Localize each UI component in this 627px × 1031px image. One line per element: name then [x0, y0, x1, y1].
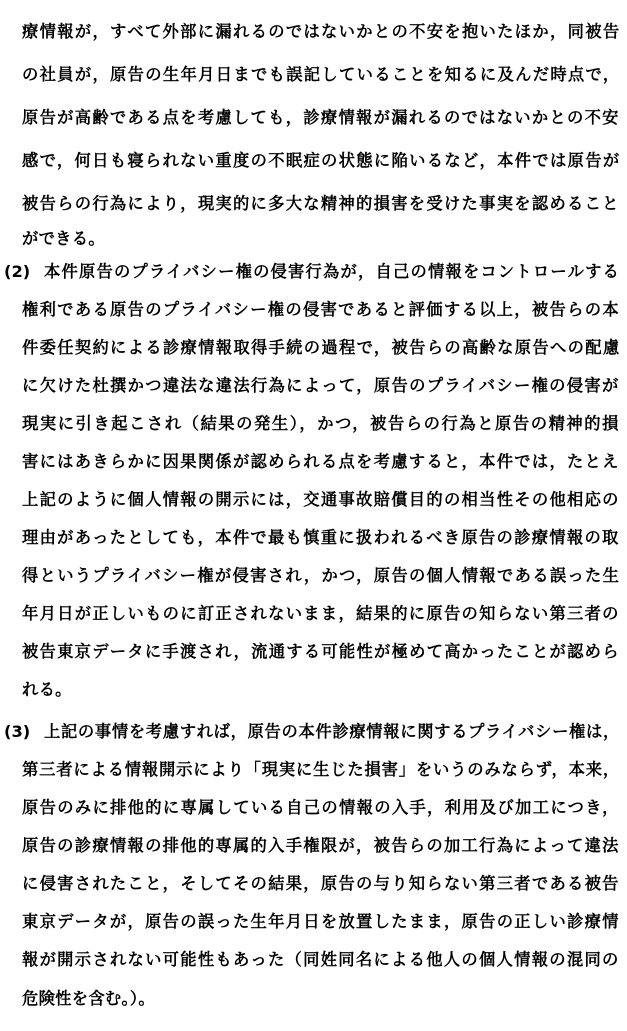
text-line: 感で，何日も寝られない重度の不眠症の状態に陥いるなど，本件では原告が: [22, 151, 621, 170]
text-line: に欠けた杜撰かつ違法な違法行為によって，原告のプライバシー権の侵害が: [22, 376, 620, 395]
text-line: 本件原告のプライバシー権の侵害行為が，自己の情報をコントロールする: [44, 262, 621, 281]
paragraph-number: (2): [4, 262, 31, 281]
text-line: 害にはあきらかに因果関係が認められる点を考慮すると，本件では，たとえ: [22, 452, 620, 471]
text-line: 上記のように個人情報の開示には，交通事故賠償目的の相当性その他相応の: [22, 490, 620, 509]
text-line: 被告東京データに手渡され，流通する可能性が極めて高かったことが認めら: [22, 642, 620, 661]
text-line: に侵害されたこと，そしてその結果，原告の与り知らない第三者である被告: [22, 874, 620, 893]
text-line: 権利である原告のプライバシー権の侵害であると評価する以上，被告らの本: [22, 300, 620, 319]
text-line: 年月日が正しいものに訂正されないまま，結果的に原告の知らない第三者の: [22, 604, 620, 623]
paragraph-number: (3): [4, 722, 31, 741]
text-line: 上記の事情を考慮すれば，原告の本件診療情報に関するプライバシー権は，: [44, 722, 620, 741]
text-line: 原告のみに排他的に専属している自己の情報の入手，利用及び加工につき，: [22, 798, 620, 817]
text-line: れる。: [22, 680, 72, 699]
text-line: 報が開示されない可能性もあった（同姓同名による他人の個人情報の混同の: [22, 950, 620, 969]
text-line: 件委任契約による診療情報取得手続の過程で，被告らの高齢な原告への配慮: [22, 338, 621, 357]
text-line: 得というプライバシー権が侵害され，かつ，原告の個人情報である誤った生: [22, 566, 621, 585]
text-line: 東京データが，原告の誤った生年月日を放置したまま，原告の正しい診療情: [22, 912, 620, 931]
text-line: 危険性を含む。）。: [22, 989, 155, 1008]
text-line: 療情報が，すべて外部に漏れるのではないかとの不安を抱いたほか，同被告: [22, 22, 621, 41]
text-line: 理由があったとしても，本件で最も慎重に扱われるべき原告の診療情報の取: [22, 528, 620, 547]
text-line: の社員が，原告の生年月日までも誤記していることを知るに及んだ時点で，: [22, 65, 621, 84]
text-line: 原告の診療情報の排他的専属的入手権限が，被告らの加工行為によって違法: [22, 836, 620, 855]
text-line: 第三者による情報開示により「現実に生じた損害」をいうのみならず，本来，: [22, 760, 621, 779]
text-line: 現実に引き起こされ（結果の発生），かつ，被告らの行為と原告の精神的損: [22, 414, 620, 433]
text-line: ができる。: [22, 229, 105, 248]
text-line: 被告らの行為により，現実的に多大な精神的損害を受けた事実を認めること: [22, 194, 620, 213]
text-line: 原告が高齢である点を考慮しても，診療情報が漏れるのではないかとの不安: [22, 108, 620, 127]
